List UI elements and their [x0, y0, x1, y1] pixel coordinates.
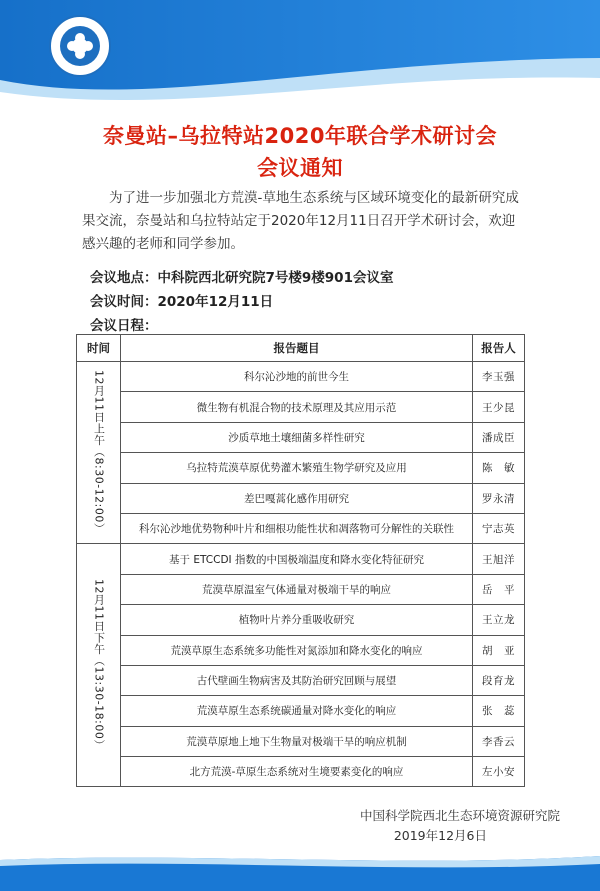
- report-speaker: 胡 亚: [473, 635, 525, 665]
- session-time-label: 12月11日下午（13:30-18:00）: [92, 579, 106, 752]
- report-speaker: 岳 平: [473, 574, 525, 604]
- report-topic: 科尔沁沙地的前世今生: [121, 362, 473, 392]
- report-topic: 科尔沁沙地优势物种叶片和细根功能性状和凋落物可分解性的关联性: [121, 513, 473, 543]
- report-speaker: 陈 敏: [473, 453, 525, 483]
- footer-date: 2019年12月6日: [393, 828, 487, 843]
- footer-banner: [0, 848, 600, 891]
- flower-icon: [72, 38, 88, 54]
- report-topic: 微生物有机混合物的技术原理及其应用示范: [121, 392, 473, 422]
- report-speaker: 张 蕊: [473, 696, 525, 726]
- meeting-location: 会议地点：中科院西北研究院7号楼9楼901会议室: [90, 270, 394, 286]
- page-subtitle: 会议通知: [257, 156, 343, 180]
- table-row: [77, 453, 525, 483]
- report-topic: 植物叶片养分重吸收研究: [121, 605, 473, 635]
- table-row: [77, 665, 525, 695]
- meeting-agenda-label: 会议日程：: [90, 318, 158, 334]
- report-speaker: 罗永清: [473, 483, 525, 513]
- session-time-label: 12月11日上午（8:30-12:00）: [92, 370, 106, 535]
- report-speaker: 段育龙: [473, 665, 525, 695]
- session-time-cell: [77, 362, 121, 544]
- session-time-cell: [77, 544, 121, 787]
- report-speaker: 李香云: [473, 726, 525, 756]
- report-topic: 荒漠草原生态系统碳通量对降水变化的响应: [121, 696, 473, 726]
- report-topic: 乌拉特荒漠草原优势灌木繁殖生物学研究及应用: [121, 453, 473, 483]
- table-row: [77, 635, 525, 665]
- report-topic: 基于 ETCCDI 指数的中国极端温度和降水变化特征研究: [121, 544, 473, 574]
- table-row: [77, 513, 525, 543]
- header-speaker: 报告人: [473, 335, 525, 362]
- table-row: [77, 696, 525, 726]
- logo-emblem-icon: [60, 26, 100, 66]
- report-speaker: 王立龙: [473, 605, 525, 635]
- report-speaker: 李玉强: [473, 362, 525, 392]
- footer-wave: [0, 848, 600, 891]
- report-speaker: 左小安: [473, 757, 525, 787]
- schedule-table: [76, 334, 525, 787]
- report-topic: 北方荒漠-草原生态系统对生境要素变化的响应: [121, 757, 473, 787]
- meeting-time: 会议时间：2020年12月11日: [90, 294, 274, 310]
- page-title: 奈曼站–乌拉特站2020年联合学术研讨会: [103, 124, 497, 148]
- report-topic: 荒漠草原生态系统多功能性对氮添加和降水变化的响应: [121, 635, 473, 665]
- table-row: [77, 574, 525, 604]
- table-row: [77, 483, 525, 513]
- table-row: [77, 362, 525, 392]
- report-topic: 沙质草地土壤细菌多样性研究: [121, 422, 473, 452]
- schedule-header-row: [77, 335, 525, 362]
- footer-organization: 中国科学院西北生态环境资源研究院: [359, 808, 560, 823]
- table-row: [77, 544, 525, 574]
- table-row: [77, 392, 525, 422]
- report-topic: 荒漠草原地上地下生物量对极端干旱的响应机制: [121, 726, 473, 756]
- report-speaker: 王旭洋: [473, 544, 525, 574]
- report-speaker: 潘成臣: [473, 422, 525, 452]
- report-speaker: 王少昆: [473, 392, 525, 422]
- table-row: [77, 605, 525, 635]
- header-topic: 报告题目: [121, 335, 473, 362]
- table-row: [77, 422, 525, 452]
- intro-paragraph: 为了进一步加强北方荒漠-草地生态系统与区域环境变化的最新研究成果交流，奈曼站和乌拉特站定于2020年12月11日召开学术研讨会，欢迎感兴趣的老师和同学参加。: [82, 190, 519, 252]
- header-banner: [0, 0, 600, 112]
- table-row: [77, 726, 525, 756]
- cas-logo: [49, 15, 111, 77]
- header-time: 时间: [77, 335, 121, 362]
- table-row: [77, 757, 525, 787]
- report-speaker: 宁志英: [473, 513, 525, 543]
- report-topic: 荒漠草原温室气体通量对极端干旱的响应: [121, 574, 473, 604]
- report-topic: 差巴嘎蒿化感作用研究: [121, 483, 473, 513]
- report-topic: 古代壁画生物病害及其防治研究回顾与展望: [121, 665, 473, 695]
